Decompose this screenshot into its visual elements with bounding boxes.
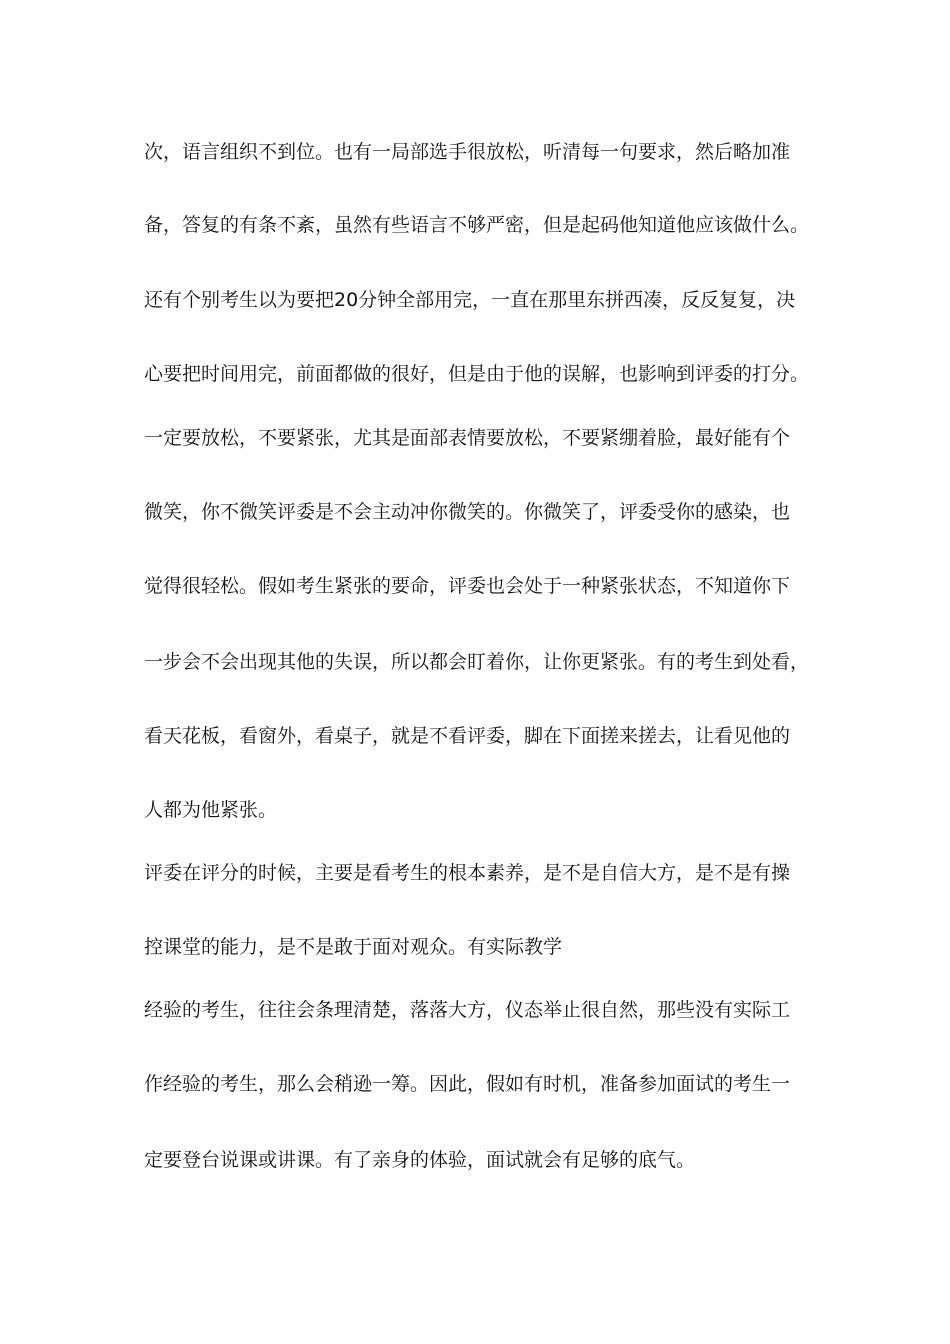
- text-line: 一步会不会出现其他的失误，所以都会盯着你，让你更紧张。有的考生到处看，: [144, 651, 810, 673]
- text-line: 次，语言组织不到位。也有一局部选手很放松，听清每一句要求，然后略加准: [144, 141, 791, 163]
- text-line: 评委在评分的时候，主要是看考生的根本素养，是不是自信大方，是不是有操: [144, 862, 791, 884]
- text-line: 心要把时间用完，前面都做的很好，但是由于他的误解，也影响到评委的打分。: [144, 363, 810, 385]
- text-line: 一定要放松，不要紧张，尤其是面部表情要放松，不要紧绷着脸，最好能有个: [144, 427, 791, 449]
- text-line: 觉得很轻松。假如考生紧张的要命，评委也会处于一种紧张状态，不知道你下: [144, 575, 791, 597]
- text-line: 看天花板，看窗外，看桌子，就是不看评委，脚在下面搓来搓去，让看见他的: [144, 725, 791, 747]
- text-line: 微笑，你不微笑评委是不会主动冲你微笑的。你微笑了，评委受你的感染，也: [144, 501, 791, 523]
- text-line: 备，答复的有条不紊，虽然有些语言不够严密，但是起码他知道他应该做什么。: [144, 214, 810, 236]
- text-line: 定要登台说课或讲课。有了亲身的体验，面试就会有足够的底气。: [144, 1149, 696, 1171]
- text-line: 人都为他紧张。: [144, 799, 278, 821]
- text-line: 经验的考生，往往会条理清楚，落落大方，仪态举止很自然，那些没有实际工: [144, 999, 791, 1021]
- text-line: 作经验的考生，那么会稍逊一筹。因此，假如有时机，准备参加面试的考生一: [144, 1073, 791, 1095]
- text-line: 还有个别考生以为要把20分钟全部用完，一直在那里东拼西凑，反反复复，决: [144, 289, 796, 311]
- text-line: 控课堂的能力，是不是敢于面对观众。有实际教学: [144, 936, 563, 958]
